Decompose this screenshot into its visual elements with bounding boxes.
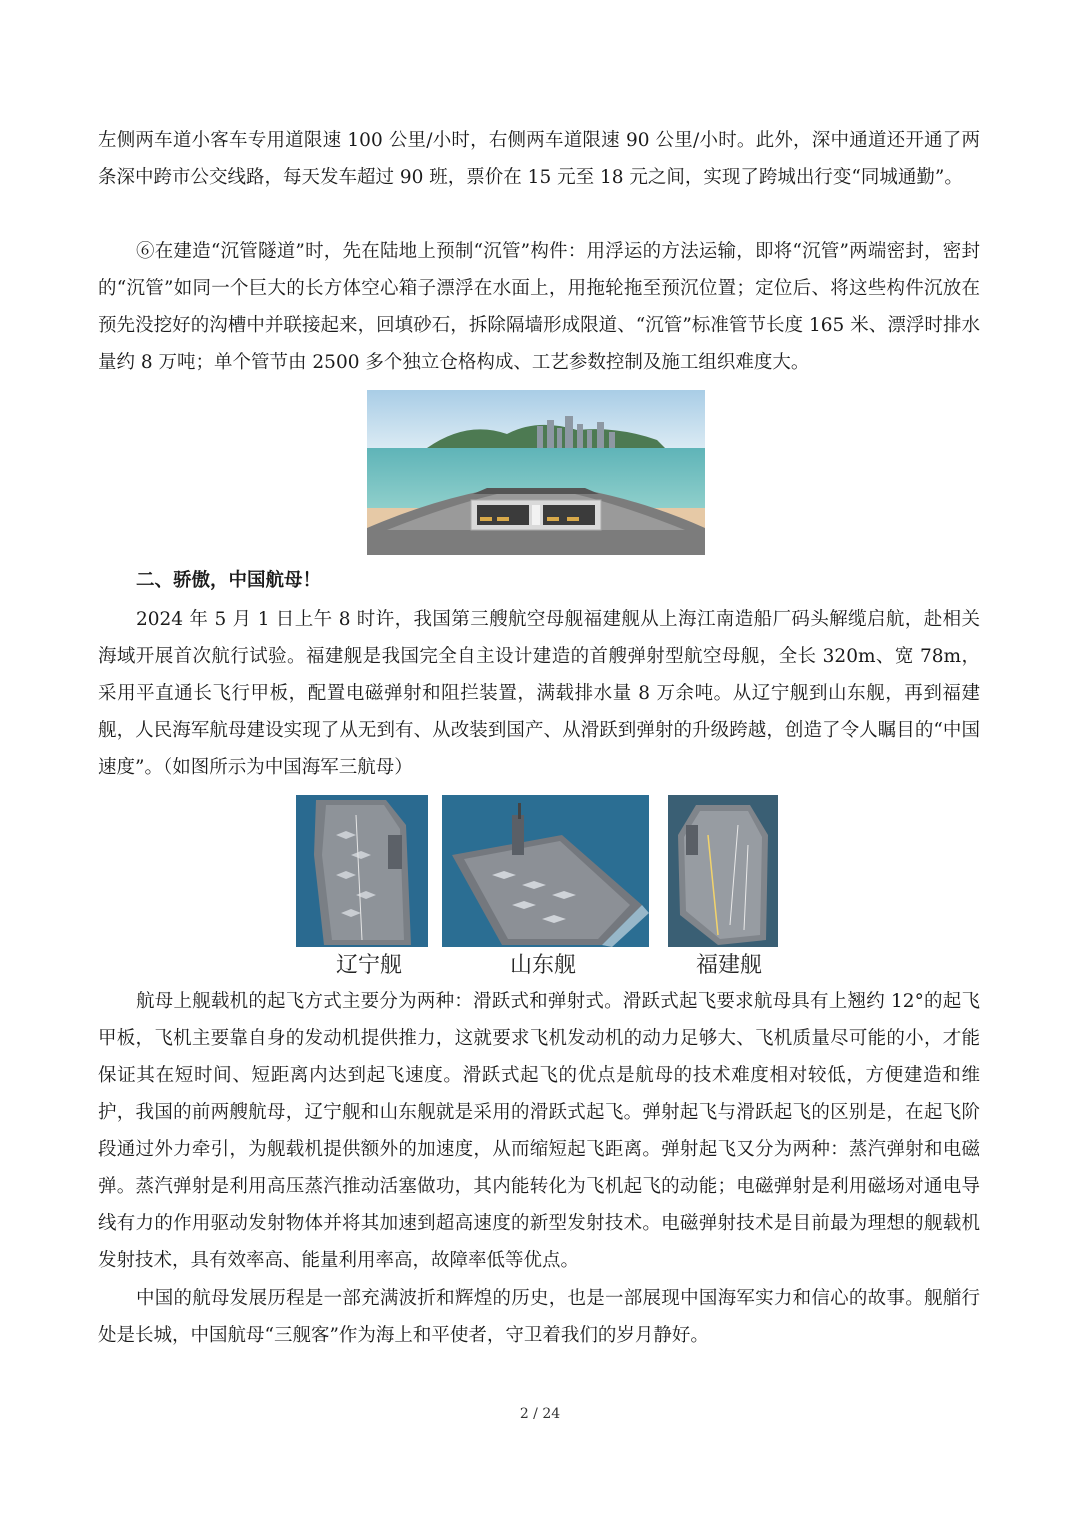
caption-fujian: 福建舰	[695, 953, 762, 978]
paragraph-immersed-tube: ⑥在建造“沉管隧道”时，先在陆地上预制“沉管”构件：用浮运的方法运输，即将“沉管”两端密封，密封的“沉管”如同一个巨大的长方体空心箱子漂浮在水面上，用拖轮拖至预沉位置；定位后、将这些构件沉放在预先没挖好的沟槽中并联接起来，回填砂石，拆除隔墙形成限道、“沉管”标准管节长度 165 米、漂浮时排水量约 8 万吨；单个管节由 2500 多个独立仓格构成、工艺参数控制及施工组织难度大。	[98, 241, 980, 373]
liaoning-carrier-image	[296, 795, 428, 947]
fujian-carrier-image	[668, 795, 778, 947]
paragraph-takeoff-methods: 航母上舰载机的起飞方式主要分为两种：滑跃式和弹射式。滑跃式起飞要求航母具有上翘约 12°的起飞甲板，飞机主要靠自身的发动机提供推力，这就要求飞机发动机的动力足够大、飞机质量尽可能的小，才能保证其在短时间、短距离内达到起飞速度。滑跃式起飞的优点是航母的技术难度相对较低，方便建造和维护，我国的前两艘航母，辽宁舰和山东舰就是采用的滑跃式起飞。弹射起飞与滑跃起飞的区别是，在起飞阶段通过外力牵引，为舰载机提供额外的加速度，从而缩短起飞距离。弹射起飞又分为两种：蒸汽弹射和电磁弹。蒸汽弹射是利用高压蒸汽推动活塞做功，其内能转化为飞机起飞的动能；电磁弹射是利用磁场对通电导线有力的作用驱动发射物体并将其加速到超高速度的新型发射技术。电磁弹射技术是目前最为理想的舰载机发射技术，具有效率高、能量利用率高，故障率低等优点。	[98, 991, 980, 1271]
paragraph-fujian-trial: 2024 年 5 月 1 日上午 8 时许，我国第三艘航空母舰福建舰从上海江南造船厂码头解缆启航，赴相关海域开展首次航行试验。福建舰是我国完全自主设计建造的首艘弹射型航空母舰，全长 320m、宽 78m，采用平直通长飞行甲板，配置电磁弹射和阻拦装置，满载排水量 8 万余吨。从辽宁舰到山东舰，再到福建舰，人民海军航母建设实现了从无到有、从改装到国产、从滑跃到弹射的升级跨越，创造了令人瞩目的“中国速度”。（如图所示为中国海军三航母）	[98, 609, 980, 778]
page-number: 2 / 24	[519, 1406, 561, 1422]
shandong-carrier-image	[442, 795, 649, 947]
liaoning-carrier-photo	[296, 795, 428, 947]
paragraph-carrier-history: 中国的航母发展历程是一部充满波折和辉煌的历史，也是一部展现中国海军实力和信心的故事。舰艏行处是长城，中国航母“三舰客”作为海上和平使者，守卫着我们的岁月静好。	[98, 1288, 980, 1346]
tunnel-cross-section-image	[367, 390, 705, 555]
shandong-carrier-photo	[442, 795, 649, 947]
fujian-carrier-photo	[668, 795, 778, 947]
caption-shandong: 山东舰	[509, 953, 576, 978]
section-heading-aircraft-carrier: 二、骄傲，中国航母！	[136, 570, 322, 591]
paragraph-shenzhong-traffic: 左侧两车道小客车专用道限速 100 公里/小时，右侧两车道限速 90 公里/小时。此外，深中通道还开通了两条深中跨市公交线路，每天发车超过 90 班，票价在 15 元至 18 元之间，实现了跨城出行变“同城通勤”。	[98, 130, 980, 188]
caption-liaoning: 辽宁舰	[335, 953, 402, 978]
immersed-tunnel-illustration	[367, 390, 705, 555]
